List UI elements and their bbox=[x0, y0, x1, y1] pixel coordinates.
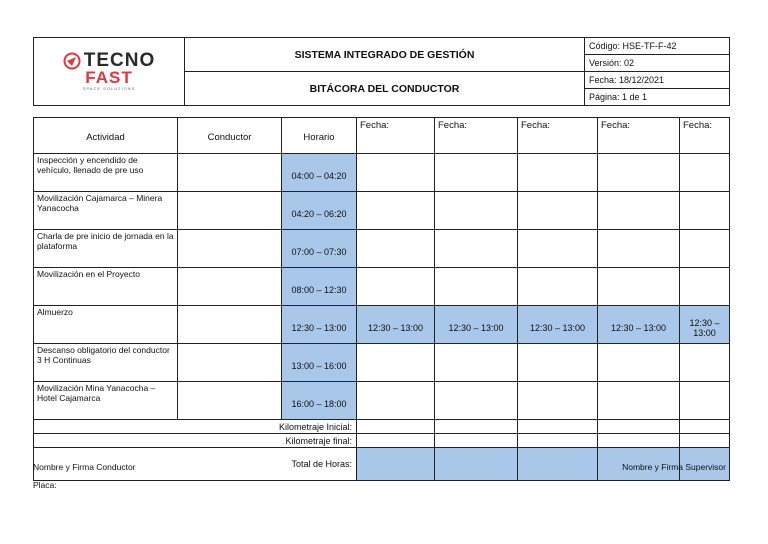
conductor-cell[interactable] bbox=[178, 382, 282, 420]
date-cell[interactable] bbox=[680, 192, 730, 230]
date-cell[interactable] bbox=[435, 382, 518, 420]
table-row bbox=[34, 344, 730, 382]
date-cell: 12:30 – 13:00 bbox=[435, 306, 518, 344]
activity-cell: Descanso obligatorio del conductor 3 H Continuas bbox=[34, 344, 178, 382]
date-cell[interactable] bbox=[680, 154, 730, 192]
km-final-label: Kilometraje final: bbox=[34, 434, 357, 448]
logo-gear-icon bbox=[63, 52, 81, 70]
header-table bbox=[33, 37, 730, 106]
date-cell[interactable] bbox=[357, 154, 435, 192]
company-logo bbox=[63, 51, 156, 91]
conductor-cell[interactable] bbox=[178, 192, 282, 230]
date-cell[interactable] bbox=[435, 344, 518, 382]
logo-cell bbox=[34, 38, 185, 106]
col-fecha-4: Fecha: bbox=[598, 118, 680, 154]
date-cell[interactable] bbox=[435, 230, 518, 268]
km-cell[interactable] bbox=[435, 434, 518, 448]
total-cell[interactable] bbox=[518, 448, 598, 481]
schedule-cell: 16:00 – 18:00 bbox=[282, 382, 357, 420]
km-initial-label: Kilometraje Inicial: bbox=[34, 420, 357, 434]
table-row bbox=[34, 154, 730, 192]
km-cell[interactable] bbox=[598, 420, 680, 434]
col-conductor: Conductor bbox=[178, 118, 282, 154]
date-cell[interactable] bbox=[598, 154, 680, 192]
col-fecha-1: Fecha: bbox=[357, 118, 435, 154]
driver-signature-label: Nombre y Firma Conductor bbox=[33, 462, 136, 472]
activity-cell: Inspección y encendido de vehículo, llenado de pre uso bbox=[34, 154, 178, 192]
schedule-cell: 04:20 – 06:20 bbox=[282, 192, 357, 230]
date-cell[interactable] bbox=[680, 344, 730, 382]
schedule-cell: 08:00 – 12:30 bbox=[282, 268, 357, 306]
conductor-cell[interactable] bbox=[178, 154, 282, 192]
conductor-cell[interactable] bbox=[178, 306, 282, 344]
schedule-cell: 12:30 – 13:00 bbox=[282, 306, 357, 344]
logo-word2: FAST bbox=[85, 68, 133, 87]
km-cell[interactable] bbox=[518, 420, 598, 434]
date-cell[interactable] bbox=[357, 382, 435, 420]
date-cell[interactable] bbox=[518, 230, 598, 268]
table-row bbox=[34, 192, 730, 230]
total-hours-label: Total de Horas: bbox=[34, 448, 357, 481]
col-fecha-5: Fecha: bbox=[680, 118, 730, 154]
date-cell[interactable] bbox=[598, 382, 680, 420]
activity-cell: Almuerzo bbox=[34, 306, 178, 344]
date-cell[interactable] bbox=[357, 192, 435, 230]
col-actividad: Actividad bbox=[34, 118, 178, 154]
conductor-cell[interactable] bbox=[178, 344, 282, 382]
activity-cell: Charla de pre inicio de jornada en la plataforma bbox=[34, 230, 178, 268]
date-cell[interactable] bbox=[518, 344, 598, 382]
schedule-cell: 04:00 – 04:20 bbox=[282, 154, 357, 192]
conductor-cell[interactable] bbox=[178, 230, 282, 268]
table-row bbox=[34, 230, 730, 268]
driver-log-table bbox=[33, 117, 730, 481]
date-cell[interactable] bbox=[598, 192, 680, 230]
plate-label: Placa: bbox=[33, 480, 57, 490]
date-cell[interactable] bbox=[598, 268, 680, 306]
col-horario: Horario bbox=[282, 118, 357, 154]
date-cell[interactable] bbox=[518, 382, 598, 420]
date-cell[interactable] bbox=[435, 192, 518, 230]
date-cell: 12:30 – 13:00 bbox=[357, 306, 435, 344]
doc-version: Versión: 02 bbox=[585, 55, 730, 72]
total-cell[interactable] bbox=[435, 448, 518, 481]
schedule-cell: 07:00 – 07:30 bbox=[282, 230, 357, 268]
date-cell[interactable] bbox=[518, 192, 598, 230]
date-cell[interactable] bbox=[680, 382, 730, 420]
logo-word1: TECNO bbox=[83, 50, 156, 71]
system-title: SISTEMA INTEGRADO DE GESTIÓN bbox=[185, 38, 585, 72]
km-cell[interactable] bbox=[680, 434, 730, 448]
date-cell[interactable] bbox=[680, 268, 730, 306]
km-cell[interactable] bbox=[598, 434, 680, 448]
conductor-cell[interactable] bbox=[178, 268, 282, 306]
activity-cell: Movilización en el Proyecto bbox=[34, 268, 178, 306]
supervisor-signature-label: Nombre y Firma Supervisor bbox=[622, 462, 726, 472]
date-cell[interactable] bbox=[357, 230, 435, 268]
km-final-row bbox=[34, 434, 730, 448]
date-cell[interactable] bbox=[518, 154, 598, 192]
date-cell[interactable] bbox=[357, 268, 435, 306]
document-title: BITÁCORA DEL CONDUCTOR bbox=[185, 72, 585, 106]
date-cell[interactable] bbox=[435, 268, 518, 306]
activity-cell: Movilización Mina Yanacocha – Hotel Cajamarca bbox=[34, 382, 178, 420]
date-cell[interactable] bbox=[435, 154, 518, 192]
doc-date: Fecha: 18/12/2021 bbox=[585, 72, 730, 89]
schedule-cell: 13:00 – 16:00 bbox=[282, 344, 357, 382]
activity-cell: Movilización Cajamarca – Minera Yanacocha bbox=[34, 192, 178, 230]
table-row bbox=[34, 306, 730, 344]
doc-page: Página: 1 de 1 bbox=[585, 89, 730, 106]
km-cell[interactable] bbox=[680, 420, 730, 434]
doc-code: Código: HSE-TF-F-42 bbox=[585, 38, 730, 55]
date-cell[interactable] bbox=[357, 344, 435, 382]
date-cell: 12:30 – 13:00 bbox=[518, 306, 598, 344]
logo-tagline: SPACE SOLUTIONS bbox=[82, 86, 136, 91]
date-cell[interactable] bbox=[518, 268, 598, 306]
km-cell[interactable] bbox=[435, 420, 518, 434]
table-row bbox=[34, 382, 730, 420]
km-initial-row bbox=[34, 420, 730, 434]
date-cell[interactable] bbox=[598, 230, 680, 268]
table-row bbox=[34, 268, 730, 306]
km-cell[interactable] bbox=[518, 434, 598, 448]
km-cell[interactable] bbox=[357, 420, 435, 434]
col-fecha-2: Fecha: bbox=[435, 118, 518, 154]
date-cell[interactable] bbox=[598, 344, 680, 382]
col-fecha-3: Fecha: bbox=[518, 118, 598, 154]
date-cell: 12:30 – 13:00 bbox=[598, 306, 680, 344]
date-cell[interactable] bbox=[680, 230, 730, 268]
date-cell: 12:30 – 13:00 bbox=[680, 306, 730, 344]
total-cell[interactable] bbox=[357, 448, 435, 481]
table-header-row bbox=[34, 118, 730, 154]
km-cell[interactable] bbox=[357, 434, 435, 448]
